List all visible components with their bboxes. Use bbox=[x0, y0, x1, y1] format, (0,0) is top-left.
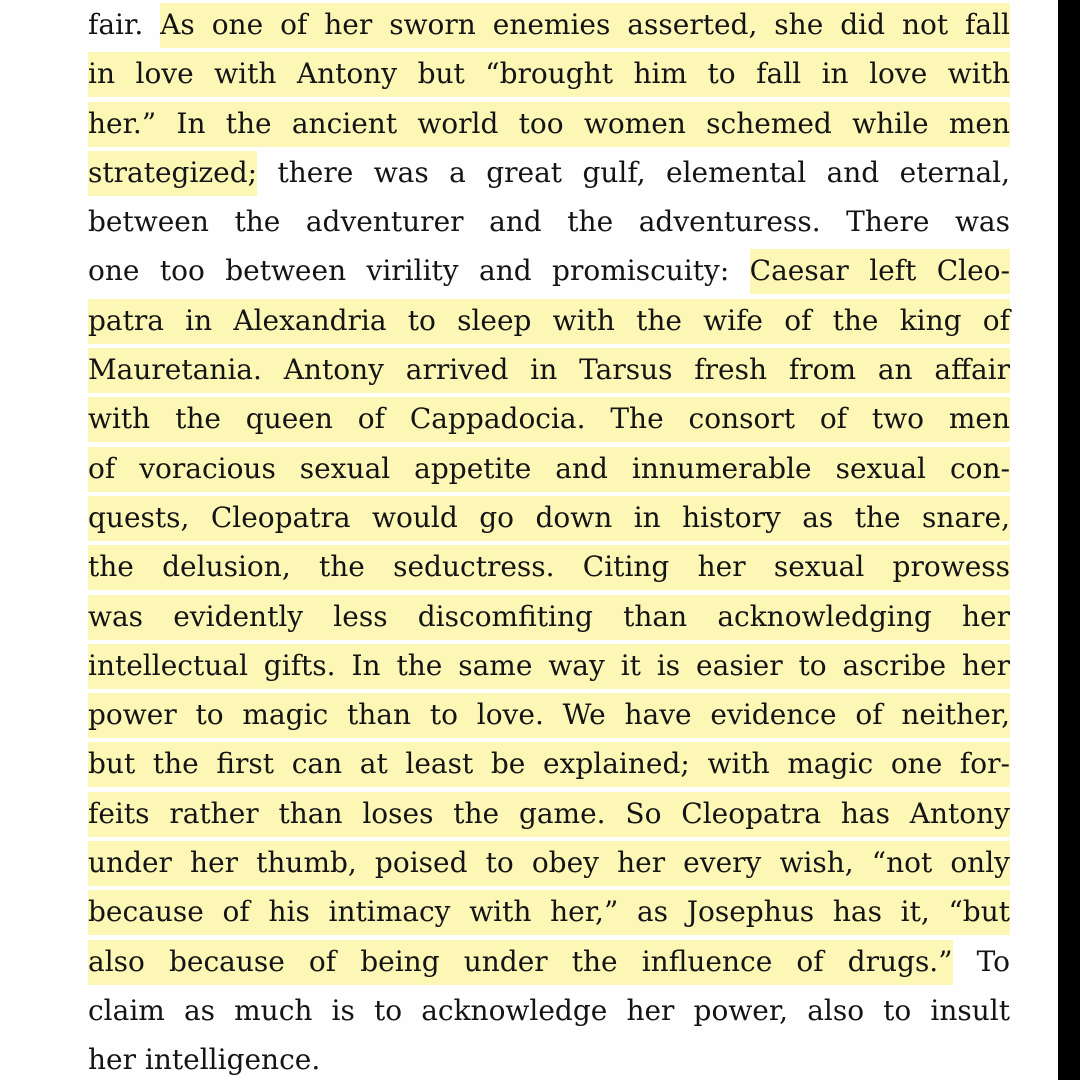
text-line bbox=[88, 937, 1010, 986]
highlighted-text: feits rather than loses the game. So Cleopatra has Antony bbox=[88, 792, 1010, 837]
highlighted-text: but the first can at least be explained; with magic one for- bbox=[88, 742, 1010, 787]
highlighted-text: strategized; bbox=[88, 151, 257, 196]
highlighted-text: As one of her sworn enemies asserted, she did not fall bbox=[160, 3, 1010, 48]
text-line bbox=[88, 838, 1010, 887]
plain-text: fair. bbox=[88, 8, 161, 41]
text-line bbox=[88, 739, 1010, 788]
text-line bbox=[88, 542, 1010, 591]
text-line bbox=[88, 493, 1010, 542]
highlighted-text: patra in Alexandria to sleep with the wife of the king of bbox=[88, 299, 1010, 344]
text-line bbox=[88, 246, 1010, 295]
plain-text: To bbox=[952, 944, 1010, 978]
text-line bbox=[88, 986, 1010, 1035]
text-line bbox=[88, 641, 1010, 690]
plain-text: claim as much is to acknowledge her power, also to insult bbox=[88, 993, 1010, 1027]
text-line bbox=[88, 148, 1010, 197]
text-line bbox=[88, 789, 1010, 838]
highlighted-text: Caesar left Cleo- bbox=[750, 249, 1010, 294]
highlighted-text: Mauretania. Antony arrived in Tarsus fresh from an affair bbox=[88, 348, 1010, 393]
text-line bbox=[88, 197, 1010, 246]
text-line bbox=[88, 592, 1010, 641]
plain-text: one too between virility and promiscuity: bbox=[88, 254, 750, 288]
highlighted-text: with the queen of Cappadocia. The consort of two men bbox=[88, 397, 1010, 442]
text-line bbox=[88, 345, 1010, 394]
reading-passage bbox=[88, 0, 1010, 1080]
text-line bbox=[88, 1035, 1010, 1080]
highlighted-text: her.” In the ancient world too women schemed while men bbox=[88, 102, 1010, 147]
highlighted-text: in love with Antony but “brought him to fall in love with bbox=[88, 52, 1010, 97]
highlighted-text: of voracious sexual appetite and innumerable sexual con- bbox=[88, 447, 1010, 492]
text-line bbox=[88, 0, 1010, 49]
highlighted-text: the delusion, the seductress. Citing her sexual prowess bbox=[88, 545, 1010, 590]
highlighted-text: quests, Cleopatra would go down in history as the snare, bbox=[88, 496, 1010, 541]
highlighted-text: also because of being under the influence of drugs.” bbox=[88, 940, 953, 985]
text-line bbox=[88, 296, 1010, 345]
screen-edge bbox=[1058, 0, 1080, 1080]
plain-text: there was a great gulf, elemental and eternal, bbox=[257, 155, 1010, 189]
text-line bbox=[88, 99, 1010, 148]
highlighted-text: power to magic than to love. We have evidence of neither, bbox=[88, 693, 1010, 738]
text-line bbox=[88, 690, 1010, 739]
highlighted-text: because of his intimacy with her,” as Josephus has it, “but bbox=[88, 890, 1010, 935]
text-line bbox=[88, 49, 1010, 98]
highlighted-text: under her thumb, poised to obey her every wish, “not only bbox=[88, 841, 1010, 886]
text-line bbox=[88, 887, 1010, 936]
plain-text: between the adventurer and the adventuress. There was bbox=[88, 205, 1010, 239]
highlighted-text: was evidently less discomfiting than acknowledging her bbox=[88, 595, 1010, 640]
text-line bbox=[88, 444, 1010, 493]
highlighted-text: intellectual gifts. In the same way it is easier to ascribe her bbox=[88, 644, 1010, 689]
text-line bbox=[88, 394, 1010, 443]
plain-text: her intelligence. bbox=[88, 1043, 321, 1077]
